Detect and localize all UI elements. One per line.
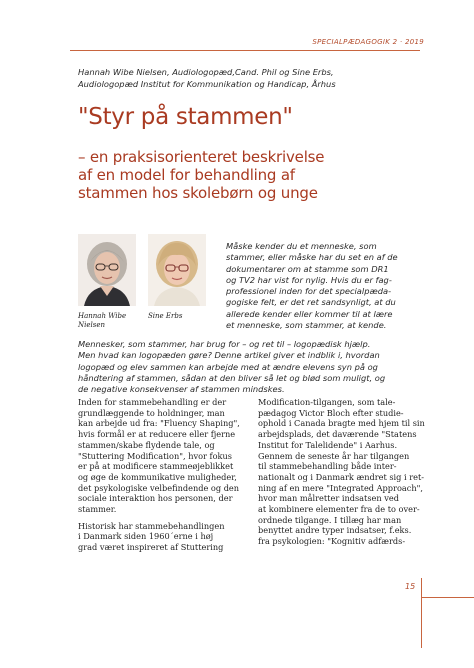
body-line: stammen/skabe flydende tale, og bbox=[78, 439, 215, 450]
photo-caption-sine: Sine Erbs bbox=[148, 312, 183, 320]
intro-line: Men hvad kan logopæden gøre? Denne artikel giver et indblik i, hvordan bbox=[78, 350, 380, 361]
author-byline bbox=[78, 66, 408, 90]
author-photo-sine bbox=[148, 234, 206, 306]
intro-line: professionel inden for det specialpæda- bbox=[226, 286, 392, 297]
body-line: kan arbejde ud fra: "Fluency Shaping", bbox=[78, 418, 240, 429]
subtitle-line: af en model for behandling af bbox=[78, 166, 295, 184]
intro-line: Måske kender du et menneske, som bbox=[226, 241, 377, 251]
portrait-image bbox=[148, 234, 206, 306]
intro-line: de negative konsekvenser af stammen mindskes. bbox=[78, 384, 285, 395]
intro-line: logopæd og elev sammen kan arbejde med at ændre elevens syn på og bbox=[78, 361, 378, 372]
body-line: hvor man målretter indsatsen ved bbox=[258, 493, 399, 504]
intro-text-beside-photos bbox=[226, 241, 426, 331]
body-line: at kombinere elementer fra de to over- bbox=[258, 504, 420, 515]
intro-line: stammer, eller måske har du set en af de bbox=[226, 252, 398, 263]
caption-line: Hannah Wibe bbox=[78, 312, 127, 320]
body-line: nationalt og i Danmark ændret sig i ret- bbox=[258, 471, 425, 482]
body-line: og øge de kommunikative muligheder, bbox=[78, 471, 237, 482]
intro-line: allerede kender eller kommer til at lære bbox=[226, 308, 393, 319]
author-photo-hannah bbox=[78, 234, 136, 306]
body-line: grundlæggende to holdninger, man bbox=[78, 407, 225, 418]
portrait-image bbox=[78, 234, 136, 306]
body-line: hvis formål er at reducere eller fjerne bbox=[78, 429, 236, 440]
page-number: 15 bbox=[405, 582, 416, 591]
body-line: i Danmark siden 1960´erne i høj bbox=[78, 531, 214, 542]
body-line: til stammebehandling både inter- bbox=[258, 461, 397, 472]
body-line: arbejdsplads, det daværende "Statens bbox=[258, 429, 417, 440]
article-title: "Styr på stammen" bbox=[78, 104, 293, 130]
body-line: Modification-tilgangen, som tale- bbox=[258, 397, 396, 407]
body-line: ordnede tilgange. I tillæg har man bbox=[258, 514, 402, 525]
body-line: Gennem de seneste år har tilgangen bbox=[258, 450, 410, 461]
body-line: Historisk har stammebehandlingen bbox=[78, 520, 225, 531]
body-line: det psykologiske velbefindende og den bbox=[78, 482, 240, 493]
body-line: Inden for stammebehandling er der bbox=[78, 397, 227, 407]
body-line: fra psykologien: "Kognitiv adfærds- bbox=[258, 536, 406, 547]
intro-line: og TV2 har vist for nylig. Hvis du er fag- bbox=[226, 274, 392, 285]
body-line: "Stuttering Modification", hvor fokus bbox=[78, 450, 232, 461]
article-subtitle bbox=[78, 148, 398, 202]
body-line: pædagog Victor Bloch efter studie- bbox=[258, 407, 404, 418]
body-line: benyttet andre typer indsatser, f.eks. bbox=[258, 525, 412, 536]
intro-line: Mennesker, som stammer, har brug for – og ret til – logopædisk hjælp. bbox=[78, 339, 371, 349]
intro-line: håndtering af stammen, sådan at den bliver så let og blød som muligt, og bbox=[78, 372, 386, 383]
author-line-1: Hannah Wibe Nielsen, Audiologopæd,Cand. Phil og Sine Erbs, bbox=[78, 67, 334, 77]
running-header: SPECIALPÆDAGOGIK 2 · 2019 bbox=[312, 38, 424, 46]
footer-horizontal-rule bbox=[421, 597, 474, 598]
body-line: Institut for Talelidende" i Aarhus. bbox=[258, 439, 398, 450]
photo-caption-hannah bbox=[78, 312, 142, 330]
body-line: er på at modificere stammeøjeblikket bbox=[78, 461, 234, 472]
subtitle-line: – en praksisorienteret beskrivelse bbox=[78, 148, 325, 166]
body-line: stammer. bbox=[78, 504, 117, 515]
body-column-left bbox=[78, 397, 246, 553]
intro-line: et menneske, som stammer, at kende. bbox=[226, 320, 387, 331]
body-line: sociale interaktion hos personen, der bbox=[78, 493, 233, 504]
body-column-right bbox=[258, 397, 426, 547]
body-line: grad været inspireret af Stuttering bbox=[78, 542, 224, 553]
intro-text-full-width bbox=[78, 339, 428, 395]
author-line-2: Audiologopæd Institut for Kommunikation og Handicap, Århus bbox=[78, 79, 336, 89]
subtitle-line: stammen hos skolebørn og unge bbox=[78, 184, 318, 202]
header-rule bbox=[70, 50, 420, 51]
intro-line: dokumentarer om at stamme som DR1 bbox=[226, 263, 389, 274]
intro-line: gogiske felt, er det ret sandsynligt, at du bbox=[226, 297, 396, 308]
footer-vertical-rule bbox=[421, 578, 422, 648]
body-line: ning af en mere "Integrated Approach", bbox=[258, 482, 423, 493]
body-line: ophold i Canada bragte med hjem til sin bbox=[258, 418, 425, 429]
caption-line: Nielsen bbox=[78, 321, 105, 329]
